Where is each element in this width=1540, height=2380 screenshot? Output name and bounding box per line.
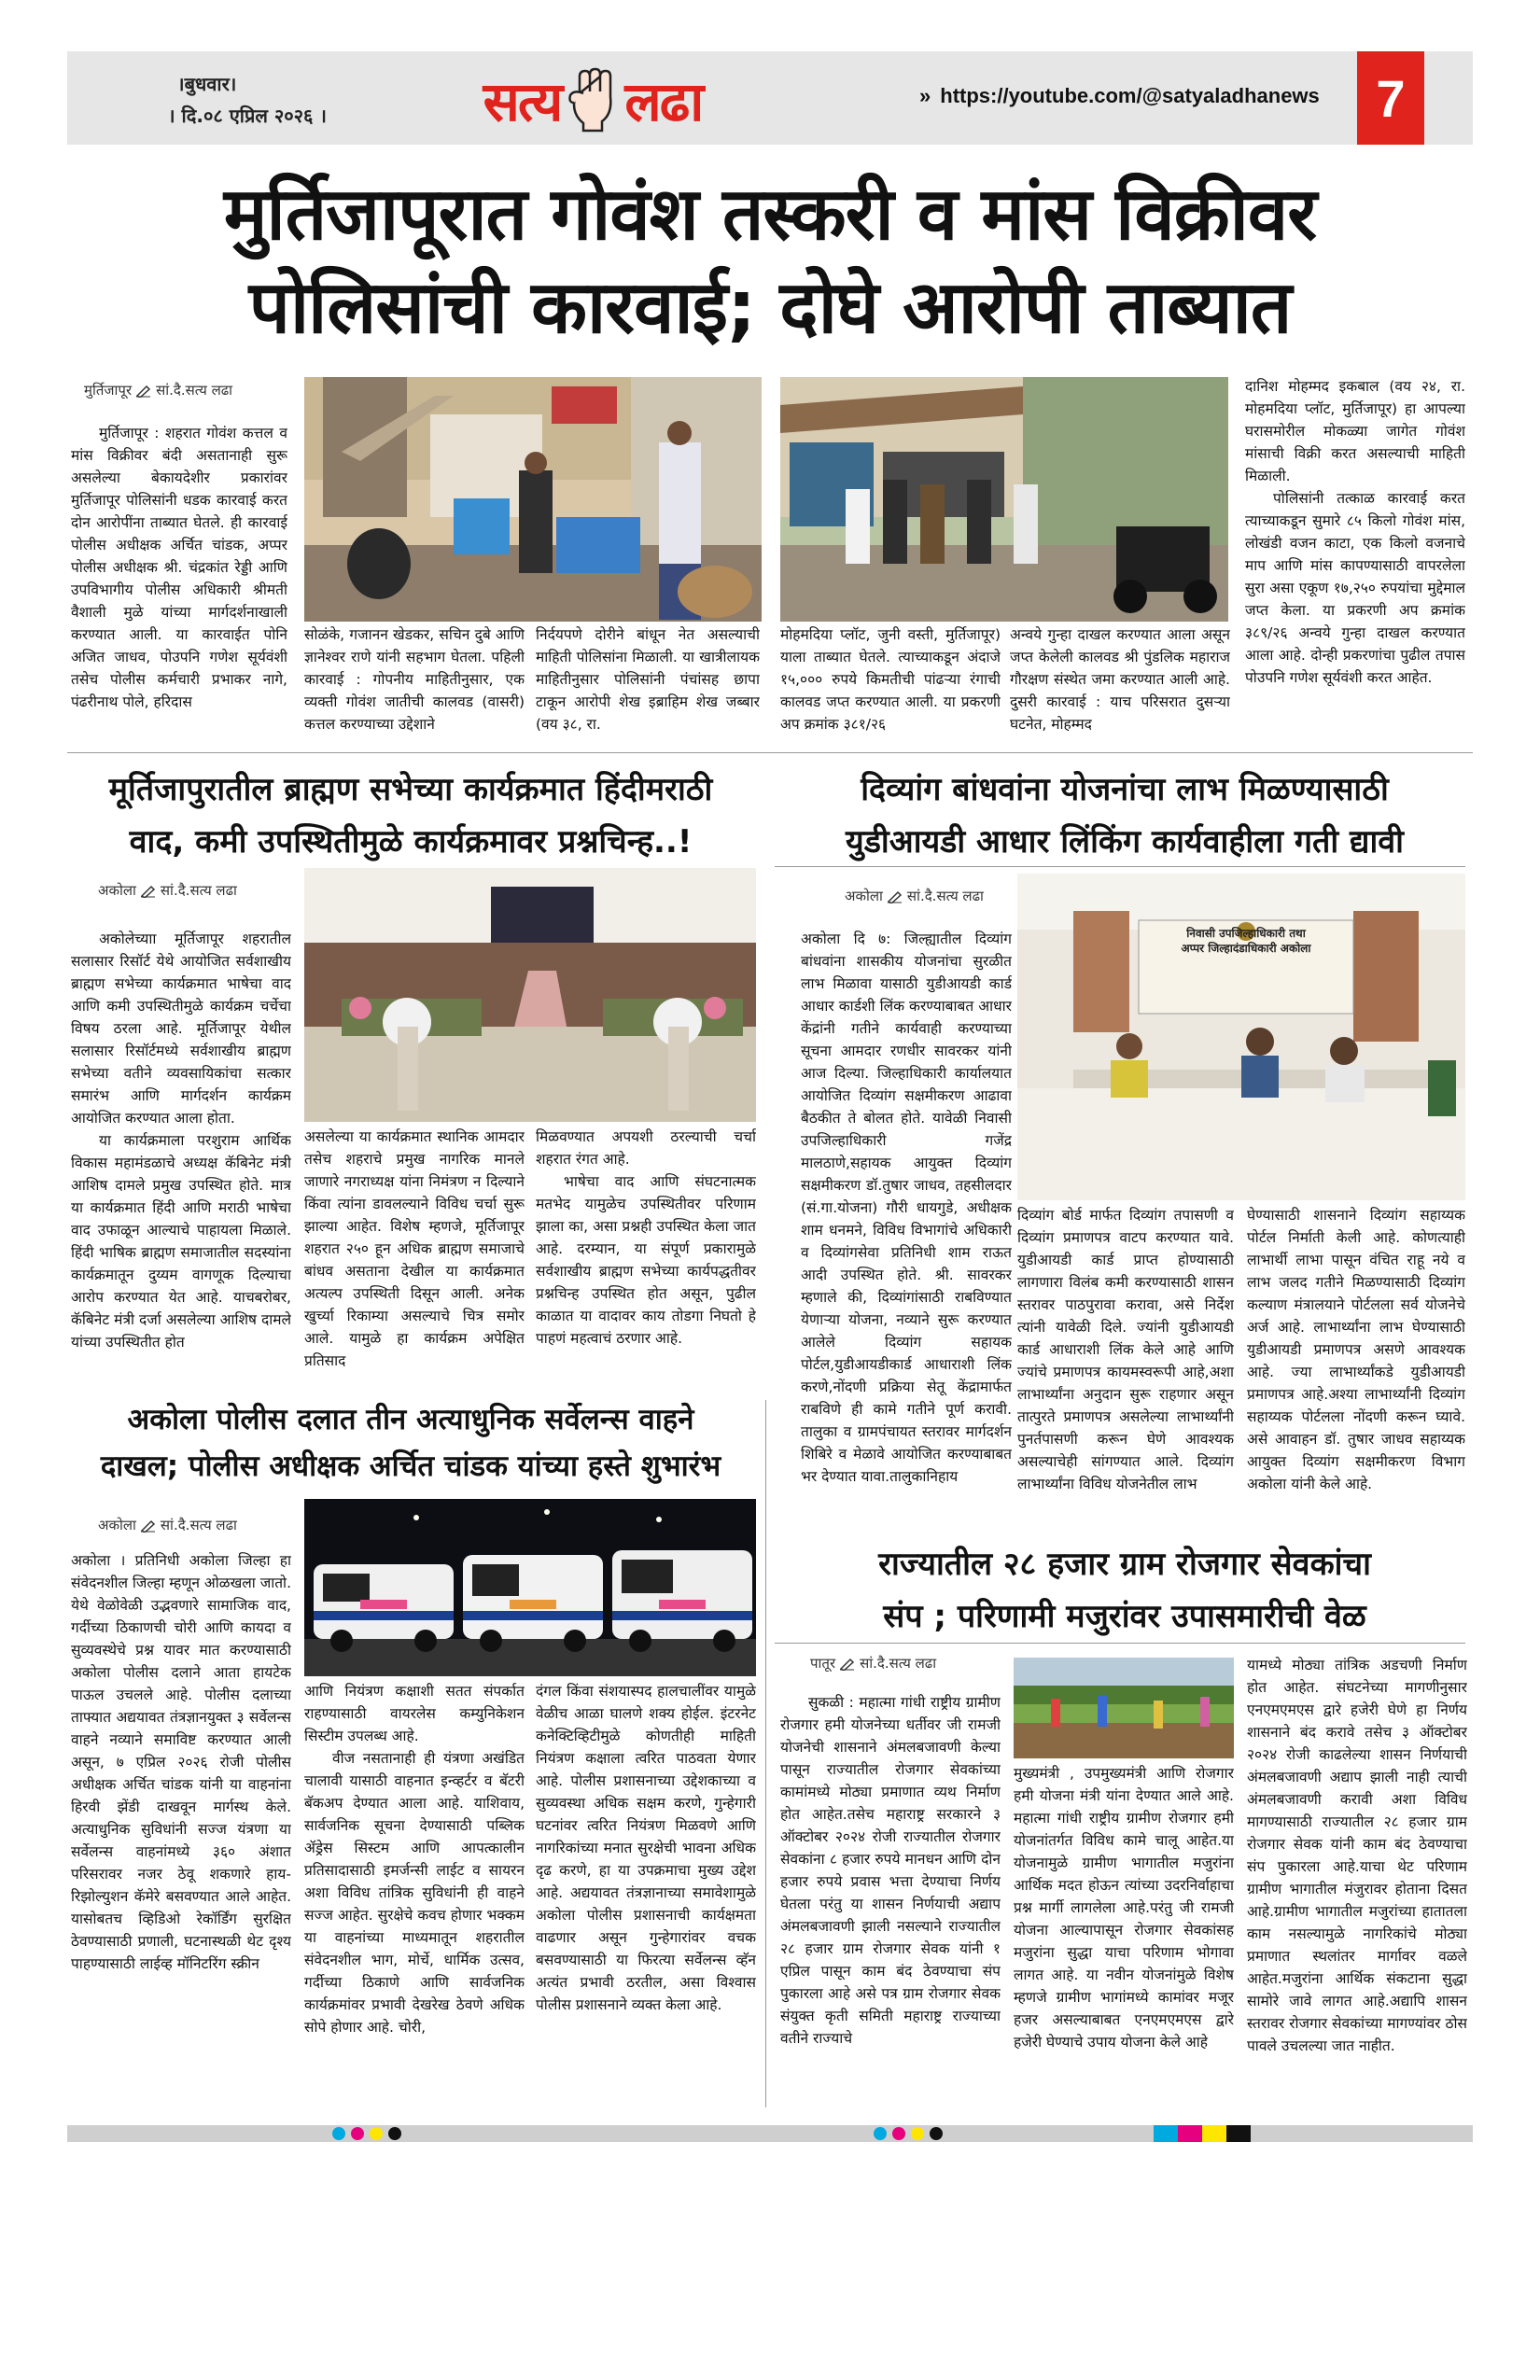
black-bar xyxy=(1226,2125,1251,2142)
story4-column-1 xyxy=(71,1549,291,2117)
logo-text-left: सत्य xyxy=(483,69,562,133)
color-bars xyxy=(1154,2125,1251,2142)
nameplate-text xyxy=(1139,926,1353,956)
story1-column-1 xyxy=(71,422,287,737)
nameplate-line1: निवासी उपजिल्हाधिकारी तथा xyxy=(1186,927,1306,940)
fist-icon xyxy=(567,65,619,133)
registration-dots xyxy=(874,2127,943,2140)
paragraph: आणि नियंत्रण कक्षाशी सतत संपर्कात राहण्यासाठी वायरलेस कम्युनिकेशन सिस्टीम उपलब्ध आहे. xyxy=(304,1683,525,1744)
story3-column-3 xyxy=(1247,1204,1465,1531)
paragraph: मिळवण्यात अपयशी ठरल्याची चर्चा शहरात रंगत आहे. xyxy=(536,1128,756,1168)
story1-column-3 xyxy=(536,623,760,737)
story2-headline-line1: मूर्तिजापुरातील ब्राह्मण सभेच्या कार्यक्रमात हिंदीमराठी xyxy=(108,771,713,808)
story5-photo-field-workers xyxy=(1014,1658,1234,1758)
story1-column-6 xyxy=(1245,375,1465,749)
story2-byline xyxy=(98,881,237,900)
yellow-dot xyxy=(911,2127,924,2140)
byline-place: मुर्तिजापूर xyxy=(84,382,133,399)
byline-source: सां.दै.सत्य लढा xyxy=(156,382,233,399)
story4-headline xyxy=(56,1396,765,1490)
story4-headline-line1: अकोला पोलीस दलात तीन अत्याधुनिक सर्वेलन्स वाहने xyxy=(127,1403,694,1436)
double-chevron-icon: » xyxy=(919,84,931,107)
paragraph: अकोला । प्रतिनिधी अकोला जिल्हा हा संवेदनशील जिल्हा म्हणून ओळखला जातो. येथे वेळोवेळी उद्भवणारे सामाजिक वाद, गर्दीच्या ठिकाणची चोरी आणि कायदा व सुव्यवस्थेचे प्रश्न यावर मात करण्यासाठी अकोला पोलीस दलाने आता हायटेक पाऊल उचलले आहे. पोलीस दलाच्या ताफ्यात अद्ययावत तंत्रज्ञानयुक्त ३ सर्वेलन्स वाहने नव्याने समाविष्ट करण्यात आली असून, ७ एप्रिल २०२६ रोजी पोलीस अधीक्षक अर्चित चांडक यांनी या वाहनांना हिरवी झेंडी दाखवून मार्गस्थ केले. अत्याधुनिक सुविधांनी सज्ज यंत्रणा या सर्वेलन्स वाहनांमध्ये ३६० अंशात परिसरावर नजर ठेवू शकणारे हाय-रिझोल्युशन कॅमेरे बसवण्यात आले आहेत. यासोबतच व्हिडिओ रेकॉर्डिंग सुरक्षित ठेवण्यासाठी प्रणाली, घटनास्थळी थेट दृश्य पाहण्यासाठी लाईव्ह मॉनिटरिंग स्क्रीन xyxy=(71,1552,291,1972)
paragraph: पोलिसांनी तत्काळ कारवाई करत त्याच्याकडून सुमारे ८५ किलो गोवंश मांस, लोखंडी वजन काटा, एक किलो वजनाचे माप आणि मांस कापण्यासाठी वापरलेला सुरा असा एकूण १७,२५० रुपयांचा मुद्देमाल जप्त केला. या प्रकरणी अप क्रमांक ३८९/२६ अन्वये गुन्हा दाखल करण्यात आला आहे. दोन्ही प्रकरणांचा पुढील तपास पोउपनि गणेश सूर्यवंशी करत आहेत. xyxy=(1245,490,1465,686)
youtube-link[interactable] xyxy=(919,84,1320,108)
pen-icon xyxy=(135,385,152,398)
paragraph: दानिश मोहम्मद इकबाल (वय २४, रा. मोहमदिया प्लॉट, मुर्तिजापूर) हा आपल्या घरासमोरील मोकळ्या जागेत गोवंश मांसाची विक्री करत असल्याची माहिती मिळाली. xyxy=(1245,378,1465,484)
story4-byline xyxy=(98,1516,237,1534)
registration-dots xyxy=(332,2127,401,2140)
pen-icon xyxy=(839,1658,856,1671)
story5-byline xyxy=(810,1654,936,1673)
pen-icon xyxy=(140,885,157,898)
newspaper-logo xyxy=(439,60,747,138)
story1-column-5 xyxy=(1010,623,1230,737)
byline-place: अकोला xyxy=(98,1517,136,1533)
cyan-bar xyxy=(1154,2125,1178,2142)
paragraph: मुख्यमंत्री , उपमुख्यमंत्री आणि रोजगार हमी योजना मंत्री यांना देण्यात आले आहे. महात्मा गांधी राष्ट्रीय ग्रामीण रोजगार हमी योजनांतर्गत विविध कामे चालू आहेत.या योजनामुळे ग्रामीण भागातील मजुरांना आर्थिक मदत होऊन त्यांच्या उदरनिर्वाहाचा प्रश्न मार्गी लागलेला आहे.परंतु जी रामजी योजना आल्यापासून रोजगार सेवकांसह मजुरांना सुद्धा याचा परिणाम भोगावा लागत आहे. या नवीन योजनांमुळे विशेष म्हणजे ग्रामीण भागांमध्ये कामांवर मजूर हजर असल्याबाबत एनएमएमएस द्वारे हजेरी घेण्याचे उपाय योजना केले आहे xyxy=(1014,1765,1234,2051)
story3-photo-meeting xyxy=(1017,874,1465,1200)
paragraph: सोळंके, गजानन खेडकर, सचिन दुबे आणि ज्ञानेश्वर राणे यांनी सहभाग घेतला. पहिली कारवाई : गोपनीय माहितीनुसार, एक व्यक्ती गोवंश जातीची कालवड (वासरी) कत्तल करण्याच्या उद्देशाने xyxy=(304,626,525,733)
footer-bar xyxy=(67,2125,1473,2142)
lead-headline-line1: मुर्तिजापूरात गोवंश तस्करी व मांस विक्रीवर xyxy=(223,173,1317,257)
story1-column-2 xyxy=(304,623,525,737)
lead-headline xyxy=(56,168,1484,355)
black-dot xyxy=(388,2127,401,2140)
paragraph: सुकळी : महात्मा गांधी राष्ट्रीय ग्रामीण रोजगार हमी योजनेच्या धर्तीवर जी रामजी योजनेची शासनाने अंमलबजावणी केल्या पासून राज्यातील रोजगार सेवकांच्या कामांमध्ये मोठ्या प्रमाणात व्यथ निर्माण होत आहेत.तसेच महाराष्ट्र सरकारने ३ ऑक्टोबर २०२४ रोजी राज्यातील रोजगार सेवकांना ८ हजार रुपये मानधन आणि दोन हजार रुपये प्रवास भत्ता देण्याचा निर्णय घेतला परंतु या शासन निर्णयाची अद्याप अंमलबजावणी झाली नसल्याने राज्यातील २८ हजार ग्राम रोजगार सेवक यांनी १ एप्रिल पासून काम बंद ठेवण्याचा संप पुकारला आहे असे पत्र ग्राम रोजगार सेवक संयुक्त कृती समिती महाराष्ट्र राज्याच्या वतीने राज्याचे xyxy=(780,1694,1001,2047)
black-dot xyxy=(930,2127,943,2140)
paragraph: या कार्यक्रमाला परशुराम आर्थिक विकास महामंडळाचे अध्यक्ष कॅबिनेट मंत्री आशिष दामले प्रमुख उपस्थित होते. मात्र या कार्यक्रमात हिंदी आणि मराठी भाषेचा वाद उफाळून आल्याचे पाहायला मिळाले. हिंदी भाषिक ब्राह्मण समाजातील सदस्यांना कार्यक्रमातून दुय्यम वागणूक दिल्याचा आरोप करण्यात येत आहे. याचबरोबर, कॅबिनेट मंत्री दर्जा असलेल्या आशिष दामले यांच्या उपस्थितीत होत xyxy=(71,1132,291,1351)
story2-headline xyxy=(56,763,765,868)
vertical-divider xyxy=(765,1400,766,2107)
yellow-dot xyxy=(370,2127,383,2140)
story1-column-4 xyxy=(780,623,1001,737)
story2-column-1 xyxy=(71,928,291,1393)
story1-byline xyxy=(84,381,232,399)
magenta-dot xyxy=(892,2127,905,2140)
story3-headline xyxy=(765,763,1484,868)
story3-column-2 xyxy=(1017,1204,1234,1531)
cyan-dot xyxy=(332,2127,345,2140)
story5-top-rule xyxy=(775,1643,1465,1644)
yellow-bar xyxy=(1202,2125,1226,2142)
lead-headline-line2: पोलिसांची कारवाई; दोघे आरोपी ताब्यात xyxy=(248,266,1292,350)
nameplate-line2: अप्पर जिल्हादंडाधिकारी अकोला xyxy=(1181,942,1311,955)
story4-photo-vans xyxy=(304,1499,756,1676)
byline-place: अकोला xyxy=(98,882,136,899)
cyan-dot xyxy=(874,2127,887,2140)
paragraph: वीज नसतानाही ही यंत्रणा अखंडित चालावी यासाठी वाहनात इन्व्हर्टर व बॅटरी बॅकअप देण्यात आला आहे. याशिवाय, सार्वजनिक सूचना देण्यासाठी पब्लिक ॲड्रेस सिस्टम आणि आपत्कालीन प्रतिसादासाठी इमर्जन्सी लाईट व सायरन अशा विविध तांत्रिक सुविधांनी ही वाहने सज्ज आहेत. सुरक्षेचे कवच होणार भक्कम या वाहनांच्या माध्यमातून शहरातील संवेदनशील भाग, मोर्चे, धार्मिक उत्सव, गर्दीच्या ठिकाणे आणि सार्वजनिक कार्यक्रमांवर प्रभावी देखरेख ठेवणे अधिक सोपे होणार आहे. चोरी, xyxy=(304,1750,525,2036)
story3-column-1 xyxy=(801,928,1012,1533)
story4-column-2 xyxy=(304,1680,525,2117)
paragraph: यामध्ये मोठ्या तांत्रिक अडचणी निर्माण होत आहेत. संघटनेच्या मागणीनुसार एनएमएमएस द्वारे हजेरी घेणे हा निर्णय शासनाने बंद करावे तसेच ३ ऑक्टोबर २०२४ रोजी काढलेल्या शासन निर्णयाची अंमलबजावणी अद्याप झाली नाही त्याची अंमलबजावणी करावी अशा विविध मागण्यासाठी राज्यातील २८ हजार ग्राम रोजगार सेवक यांनी काम बंद ठेवण्याचा संप पुकारला आहे.याचा थेट परिणाम ग्रामीण भागातील मंजुरावर होताना दिसत आहे.ग्रामीण भागातील मजुरांच्या हातातला काम नसल्यामुळे नागरिकांचे मोठ्या प्रमाणात स्थलांतर मार्गावर वळले आहेत.मजुरांना आर्थिक संकटाना सुद्धा सामोरे जावे लागत आहे.अद्यापि शासन स्तरावर रोजगार सेवकांच्या मागण्यांवर ठोस पावले उचलल्या जात नाहीत. xyxy=(1247,1657,1467,2054)
byline-source: सां.दै.सत्य लढा xyxy=(860,1655,937,1672)
paragraph: निर्दयपणे दोरीने बांधून नेत असल्याची माहिती पोलिसांना मिळाली. या खात्रीलायक माहितीनुसार पोलिसांनी पंचांसह छापा टाकून आरोपी शेख इब्राहिम शेख जब्बार (वय ३८, रा. xyxy=(536,626,760,733)
logo-text-right: लढा xyxy=(624,69,703,133)
paragraph: मोहमदिया प्लॉट, जुनी वस्ती, मुर्तिजापूर) याला ताब्यात घेतले. त्याच्याकडून अंदाजे १५,००० रुपये किमतीची पांढऱ्या रंगाची कालवड जप्त करण्यात आली. या प्रकरणी अप क्रमांक ३८१/२६ xyxy=(780,626,1001,733)
byline-place: पातूर xyxy=(810,1655,836,1672)
pen-icon xyxy=(140,1519,157,1533)
story3-headline-line2: युडीआयडी आधार लिंकिंग कार्यवाहीला गती द्यावी xyxy=(846,823,1404,861)
story1-photo-accused xyxy=(780,377,1228,622)
story1-photo-raid xyxy=(304,377,762,622)
byline-source: सां.दै.सत्य लढा xyxy=(906,888,984,904)
story3-top-rule xyxy=(775,866,1465,867)
paragraph: अकोलेच्याा मूर्तिजापूर शहरातील सलासार रिसॉर्ट येथे आयोजित सर्वशाखीय ब्राह्मण सभेच्या कार्यक्रमात भाषेचा वाद आणि कमी उपस्थितीमुळे कार्यक्रम चर्चेचा विषय ठरला आहे. मूर्तिजापूर येथील सलासार रिसॉर्टमध्ये सर्वशाखीय ब्राह्मण सभेच्या वतीने व्यवसायिकांचा सत्कार समारंभ आणि मार्गदर्शन कार्यक्रम आयोजित करण्यात आला होता. xyxy=(71,931,291,1127)
story2-column-3 xyxy=(536,1126,756,1393)
paragraph: दिव्यांग बोर्ड मार्फत दिव्यांग तपासणी व दिव्यांग प्रमाणपत्र वाटप करण्यात यावे. युडीआयडी कार्ड प्राप्त होण्यासाठी लागणारा विलंब कमी करण्यासाठी शासन स्तरावर पाठपुरावा करावा, असे निर्देश त्यांनी यावेळी दिले. ज्यांनी युडीआयडी कार्ड आधाराशी लिंक केले आहे आणि ज्यांचे प्रमाणपत्र कायमस्वरूपी आहे,अशा लाभार्थ्यांना अनुदान सुरू राहणार असून तात्पुरते प्रमाणपत्र असलेल्या लाभार्थ्यांनी पुनर्तपासणी करून घेणे आवश्यक असल्याचेही सांगण्यात आले. दिव्यांग लाभार्थ्यांना विविध योजनेतील लाभ xyxy=(1017,1207,1234,1492)
byline-source: सां.दै.सत्य लढा xyxy=(160,1517,237,1533)
issue-date: । दि.०८ एप्रिल २०२६ । xyxy=(168,105,327,127)
story5-headline xyxy=(765,1538,1484,1643)
paragraph: घेण्यासाठी शासनाने दिव्यांग सहाय्यक पोर्टल निर्माती केली आहे. कोणत्याही लाभार्थी लाभा पासून वंचित राहू नये व लाभ जलद गतीने मिळण्यासाठी दिव्यांग कल्याण मंत्रालयाने पोर्टलला सर्व योजनेचे अर्ज आहे. लाभार्थ्यांना लाभ घेण्यासाठी युडीआयडी प्रमाणपत्र असणे आवश्यक आहे. ज्या लाभार्थ्यांकडे युडीआयडी प्रमाणपत्र आहे.अश्या लाभार्थ्यांनी दिव्यांग सहाय्यक पोर्टलला नोंदणी करून घ्यावे. असे आवाहन डॉ. तुषार जाधव सहाय्यक आयुक्त दिव्यांग सक्षमीकरण विभाग अकोला यांनी केले आहे. xyxy=(1247,1207,1465,1492)
paragraph: दंगल किंवा संशयास्पद हालचालींवर यामुळे वेळीच आळा घालणे शक्य होईल. इंटरनेट कनेक्टिव्हिटीमुळे कोणतीही माहिती नियंत्रण कक्षाला त्वरित पाठवता येणार आहे. पोलीस प्रशासनाच्या उद्देशकाच्या व सुव्यवस्था अधिक सक्षम करणे, गुन्हेगारी घटनांवर त्वरित नियंत्रण मिळवणे आणि नागरिकांच्या मनात सुरक्षेची भावना अधिक दृढ करणे, हा या उपक्रमाचा मुख्य उद्देश आहे. अद्ययावत तंत्रज्ञानाच्या समावेशामुळे अकोला पोलीस प्रशासनाची कार्यक्षमता वाढणार असून गुन्हेगारांवर वचक बसवण्यासाठी या फिरत्या सर्वेलन्स व्हॅन अत्यंत प्रभावी ठरतील, असा विश्वास पोलीस प्रशासनाने व्यक्त केला आहे. xyxy=(536,1683,756,2013)
story4-headline-line2: दाखल; पोलीस अधीक्षक अर्चित चांडक यांच्या हस्ते शुभारंभ xyxy=(100,1449,721,1483)
youtube-url: https://youtube.com/@satyaladhanews xyxy=(940,84,1320,107)
paragraph: अन्वये गुन्हा दाखल करण्यात आला असून जप्त केलेली कालवड श्री पुंडलिक महाराज गौरक्षण संस्थेत जमा करण्यात आली आहे. दुसरी कारवाई : याच परिसरात दुसऱ्या घटनेत, मोहम्मद xyxy=(1010,626,1230,733)
pen-icon xyxy=(887,890,903,903)
story2-column-2 xyxy=(304,1126,525,1393)
story3-headline-line1: दिव्यांग बांधवांना योजनांचा लाभ मिळण्यासाठी xyxy=(861,771,1389,808)
paragraph: भाषेचा वाद आणि संघटनात्मक मतभेद यामुळेच उपस्थितीवर परिणाम झाला का, असा प्रश्नही उपस्थित केला जात आहे. दरम्यान, या संपूर्ण प्रकारामुळे सर्वशाखीय ब्राह्मण सभेच्या कार्यपद्धतीवर प्रश्नचिन्ह उपस्थित होत असून, पुढील काळात या वादावर काय तोडगा निघतो हे पाहणं महत्वाचं ठरणार आहे. xyxy=(536,1173,756,1347)
paragraph: अकोला दि ७: जिल्ह्यातील दिव्यांग बांधवांना शासकीय योजनांचा सुरळीत लाभ मिळावा यासाठी युडीआयडी कार्ड आधार कार्डशी लिंक करण्याबाबत आधार केंद्रांनी गतीने कार्यवाही करण्याच्या सूचना आमदार रणधीर सावरकर यांनी आज दिल्या. जिल्हाधिकारी कार्यालयात आयोजित दिव्यांग सक्षमीकरण आढावा बैठकीत ते बोलत होते. यावेळी निवासी उपजिल्हाधिकारी गजेंद्र मालठाणे,सहायक आयुक्त दिव्यांग सक्षमीकरण डॉ.तुषार जाधव, तहसीलदार (सं.गा.योजना) गौरी धायगुडे, अधीक्षक शाम धनमने, विविध विभागांचे अधिकारी व दिव्यांगसेवा प्रतिनिधी शाम राऊत आदी उपस्थित होते. श्री. सावरकर म्हणाले की, दिव्यांगांसाठी राबविण्यात येणाऱ्या योजना, नव्याने सुरू करण्यात आलेले दिव्यांग सहायक पोर्टल,युडीआयडीकार्ड आधाराशी लिंक करणे,नोंदणी प्रक्रिया सेतू केंद्रामार्फत राबविणे ही कामे गतीने पूर्ण करावी. तालुका व ग्रामपंचायत स्तरावर मार्गदर्शन शिबिरे व मेळावे आयोजित करण्याबाबत भर देण्यात यावा.तालुकानिहाय xyxy=(801,931,1012,1485)
story5-column-2 xyxy=(1014,1762,1234,2117)
magenta-dot xyxy=(351,2127,364,2140)
story2-headline-line2: वाद, कमी उपस्थितीमुळे कार्यक्रमावर प्रश्नचिन्ह..! xyxy=(129,823,693,861)
issue-day: ।बुधवार। xyxy=(177,73,237,95)
story5-column-3 xyxy=(1247,1654,1467,2117)
story4-column-3 xyxy=(536,1680,756,2117)
paragraph: असलेल्या या कार्यक्रमात स्थानिक आमदार तसेच शहराचे प्रमुख नागरिक मानले जाणारे नगराध्यक्ष यांना निमंत्रण न दिल्याने किंवा त्यांना डावलल्याने विविध चर्चा सुरू झाल्या आहेत. विशेष म्हणजे, मूर्तिजापूर शहरात २५० हून अधिक ब्राह्मण समाजाचे बांधव असताना देखील या कार्यक्रमात अत्यल्प उपस्थिती दिसून आली. अनेक खुर्च्या रिकाम्या असल्याचे चित्र समोर आले. यामुळे हा कार्यक्रम अपेक्षित प्रतिसाद xyxy=(304,1128,525,1369)
page-number: 7 xyxy=(1357,51,1424,145)
story5-headline-line1: राज्यातील २८ हजार ग्राम रोजगार सेवकांचा xyxy=(878,1546,1371,1583)
byline-place: अकोला xyxy=(845,888,883,904)
paragraph: मुर्तिजापूर : शहरात गोवंश कत्तल व मांस विक्रीवर बंदी असतानाही सुरू असलेल्या बेकायदेशीर प्रकारांवर मुर्तिजापूर पोलिसांनी धडक कारवाई करत दोन आरोपींना ताब्यात घेतले. ही कारवाई पोलीस अधीक्षक अर्चित चांडक, अप्पर पोलीस अधीक्षक श्री. चंद्रकांत रेड्डी आणि उपविभागीय पोलीस अधिकारी श्रीमती वैशाली मुळे यांच्या मार्गदर्शनाखाली करण्यात आली. या कारवाईत पोनि अजित जाधव, पोउपनि गणेश सूर्यवंशी तसेच पोलीस कर्मचारी प्रभाकर नागे, पंढरीनाथ पोले, हरिदास xyxy=(71,425,287,710)
story3-byline xyxy=(845,887,984,905)
story5-headline-line2: संप ; परिणामी मजुरांवर उपासमारीची वेळ xyxy=(883,1598,1366,1635)
section-divider xyxy=(67,752,1473,753)
byline-source: सां.दै.सत्य लढा xyxy=(160,882,237,899)
story5-column-1 xyxy=(780,1691,1001,2117)
magenta-bar xyxy=(1178,2125,1202,2142)
story2-photo-event-hall xyxy=(304,868,756,1122)
